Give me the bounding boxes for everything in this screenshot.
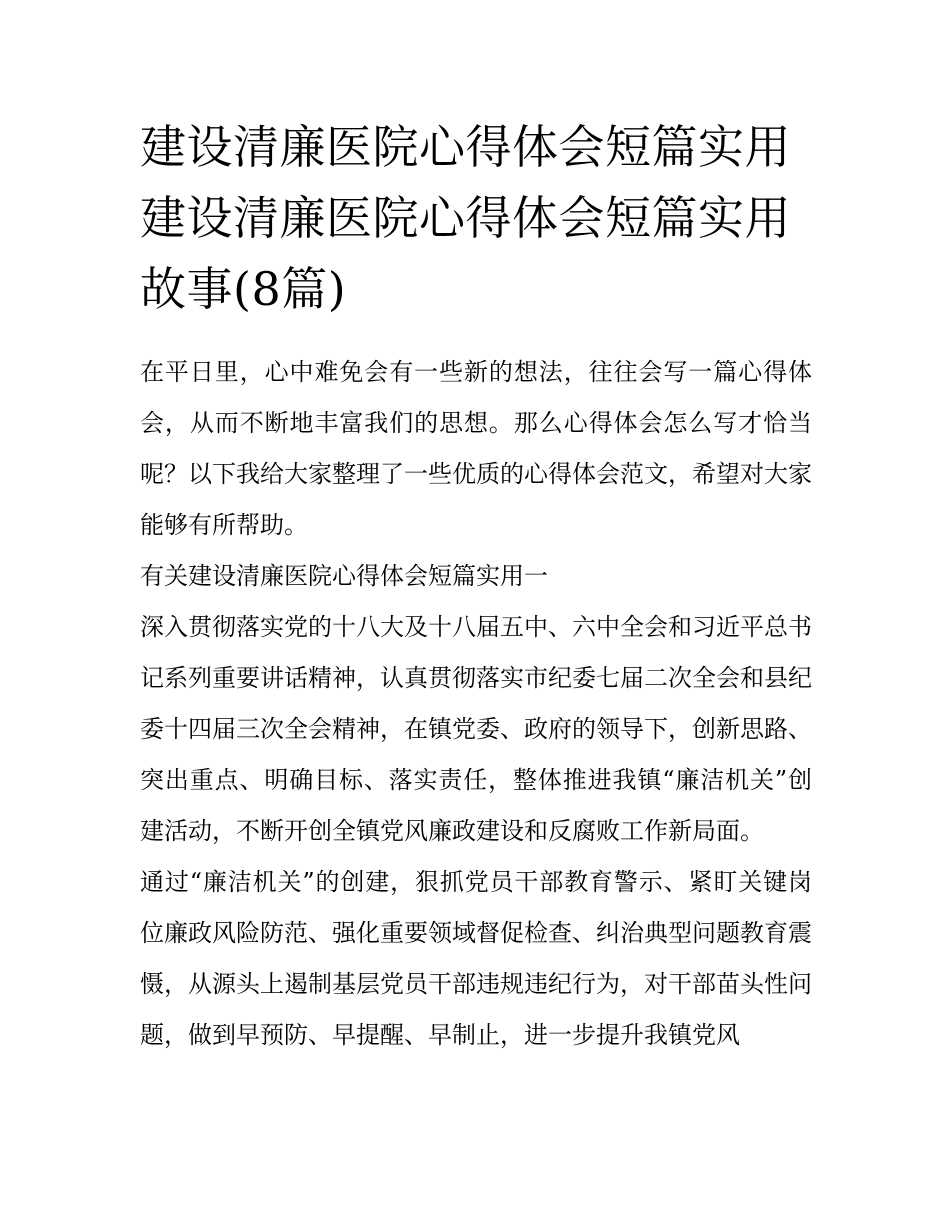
document-title: 建设清廉医院心得体会短篇实用 建设清廉医院心得体会短篇实用故事(8篇) [140, 120, 791, 316]
section-heading: 有关建设清廉医院心得体会短篇实用一 [140, 562, 548, 590]
body-paragraph: 深入贯彻落实党的十八大及十八届五中、六中全会和习近平总书记系列重要讲话精神，认真贯彻落实市纪委七届二次全会和县纪委十四届三次全会精神，在镇党委、政府的领导下，创新思路、突出重点、明确目标、落实责任，整体推进我镇“廉洁机关”创建活动，不断开创全镇党风廉政建设和反腐败工作新局面。 [140, 613, 812, 845]
intro-paragraph: 在平日里，心中难免会有一些新的想法，往往会写一篇心得体会，从而不断地丰富我们的思想。那么心得体会怎么写才恰当呢？以下我给大家整理了一些优质的心得体会范文，希望对大家能够有所帮助。 [140, 358, 812, 539]
document-page [140, 112, 812, 1061]
body-paragraph: 通过“廉洁机关”的创建，狠抓党员干部教育警示、紧盯关键岗位廉政风险防范、强化重要领域督促检查、纠治典型问题教育震慑，从源头上遏制基层党员干部违规违纪行为，对干部苗头性问题，做到早预防、早提醒、早制止，进一步提升我镇党风 [140, 868, 812, 1049]
document-body [140, 347, 812, 1061]
